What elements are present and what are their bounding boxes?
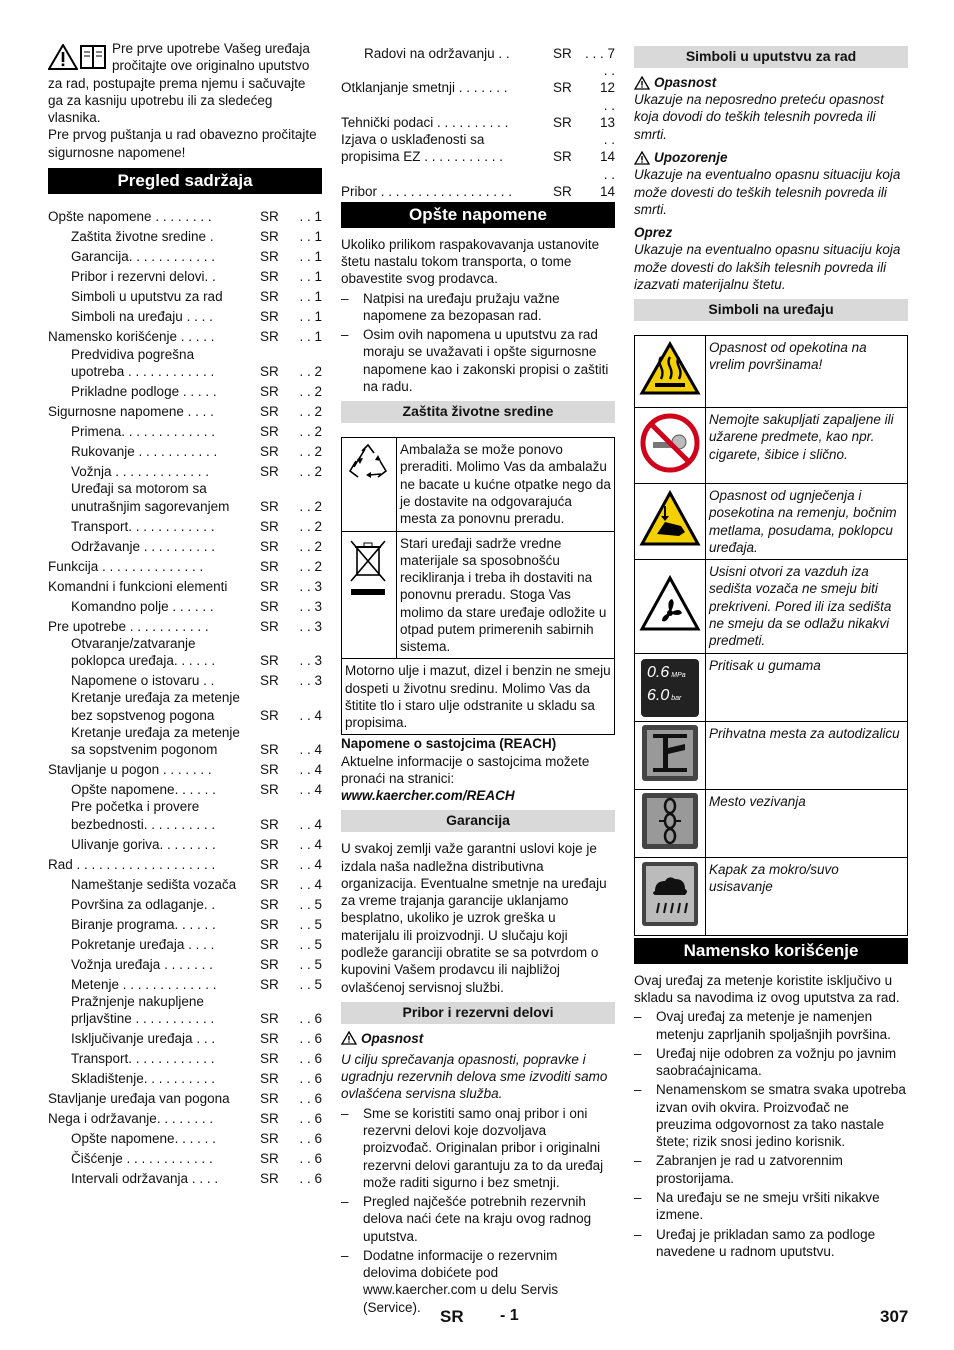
toc-entry[interactable] — [48, 724, 322, 759]
toc-entry-page: . . 1 — [299, 289, 322, 305]
reach-title: Napomene o sastojcima (REACH) — [341, 736, 557, 752]
toc-entry-title: Funkcija . . . . . . . . . . . . . . — [48, 558, 204, 574]
toc-entry-page: . . 2 — [299, 538, 322, 554]
toc-entry-page: . . 3 — [299, 618, 322, 634]
toc-entry-lang: SR — [260, 762, 279, 778]
toc-entry-lang: SR — [260, 598, 279, 614]
toc-entry[interactable] — [48, 1127, 322, 1147]
toc-entry-title: Skladištenje. . . . . . . . . . — [71, 1071, 216, 1087]
manual-book-icon — [80, 44, 106, 70]
toc-entry-page: . . 5 — [299, 936, 322, 952]
toc-entry-title: Komandno polje . . . . . . — [71, 598, 214, 614]
toc-entry-page: . . 2 — [299, 364, 322, 380]
toc-entry-page: . . 2 — [299, 558, 322, 574]
symbol-text: Pritisak u gumama — [706, 654, 908, 722]
toc-entry[interactable] — [48, 1067, 322, 1087]
toc-entry-title: Kretanje uređaja za metenje sa sopstvenim pogonom — [71, 724, 240, 758]
toc-entry-title: Pre početka i provere bezbednosti. . . . . . . . . . — [71, 799, 216, 832]
toc-entry-lang: SR — [260, 618, 279, 634]
environment-heading: Zaštita životne sredine — [341, 401, 615, 423]
toc-entry[interactable] — [48, 226, 322, 246]
tire-pressure-icon — [641, 659, 699, 717]
packaging-text: Ambalaža se može ponovo preraditi. Molimo Vas da ambalažu ne bacate u kućne otpatke nego da je dostavite na odgovarajuća mesta za ponovnu preradu. — [397, 438, 615, 531]
toc-entry[interactable] — [48, 798, 322, 833]
toc-entry[interactable] — [48, 420, 322, 440]
tire-pressure-mpa: 0.6 MPa — [647, 663, 686, 681]
reach-text: Aktuelne informacije o sastojcima možete pronaći na stranici: — [341, 753, 590, 786]
device-symbols-heading: Simboli na uređaju — [634, 299, 908, 321]
toc-entry-title: Simboli na uređaju . . . . — [71, 309, 213, 325]
caution-text: Ukazuje na eventualno opasnu situaciju koja može dovesti do lakših telesnih povreda ili izazvati materijalnu štetu. — [634, 242, 901, 292]
recycle-cell — [342, 438, 397, 531]
intended-use-bullet: – Nenamenskom se smatra svaka upotreba izvan ovih okvira. Proizvođač ne preuzima odgovornost za tako nastale štete; rizik snosi jedino korisnik. — [634, 1081, 908, 1150]
toc-entry-title: Izjava o usklađenosti sa propisima EZ . . . . . . . . . . . — [341, 132, 504, 165]
toc-entry-lang: SR — [260, 856, 279, 872]
toc-entry-title: Čišćenje . . . . . . . . . . . . — [71, 1151, 213, 1167]
toc-entry[interactable] — [48, 1167, 322, 1187]
toc-entry-title: Vožnja uređaja . . . . . . . — [71, 956, 213, 972]
toc-entry[interactable] — [48, 480, 322, 515]
accessories-danger-label: Opasnost — [341, 1030, 615, 1047]
jack-points-icon — [641, 724, 699, 782]
toc-entry-title: Metenje . . . . . . . . . . . . . — [71, 976, 217, 992]
hot-surface-warning-icon — [639, 341, 701, 397]
toc-entry-title: Biranje programa. . . . . . — [71, 916, 216, 932]
toc-entry-page: . . 1 — [299, 209, 322, 225]
warning-label: Upozorenje — [634, 149, 908, 166]
warning-text: Ukazuje na eventualno opasnu situaciju koja može dovesti do teških telesnih povreda ili smrti. — [634, 167, 901, 217]
toc-entry-lang: SR — [260, 1111, 279, 1127]
toc-entry-lang: SR — [553, 183, 572, 199]
tie-down-chain-icon — [641, 792, 699, 850]
tire-pressure-bar: 6.0 bar — [647, 686, 682, 704]
toc-entry-lang: SR — [260, 782, 279, 798]
toc-entry-lang: SR — [260, 896, 279, 912]
toc-entry-lang: SR — [260, 1051, 279, 1067]
toc-entry-page: . . 2 — [299, 424, 322, 440]
column-left — [48, 40, 322, 1187]
symbol-cell — [635, 560, 706, 654]
symbol-cell — [635, 484, 706, 560]
bin-cell — [342, 531, 397, 659]
toc-entry-lang: SR — [260, 309, 279, 325]
toc-entry[interactable] — [48, 380, 322, 400]
toc-entry[interactable] — [48, 833, 322, 853]
toc-entry[interactable] — [48, 1107, 322, 1127]
toc-entry-page: . . 2 — [299, 444, 322, 460]
toc-entry-lang: SR — [260, 1031, 279, 1047]
toc-entry-lang: SR — [260, 1131, 279, 1147]
intended-use-bullet: – Uređaj je prikladan samo za podloge navedene u radnom uputstvu. — [634, 1226, 908, 1261]
toc-entry-page: . . 6 — [299, 1131, 322, 1147]
warning-triangle-icon — [341, 1031, 357, 1045]
toc-entry-lang: SR — [260, 1171, 279, 1187]
toc-entry-page: . . 6 — [299, 1111, 322, 1127]
toc-entry-page: . . 4 — [299, 816, 322, 832]
toc-entry-title: Simboli u uputstvu za rad — [71, 289, 223, 305]
toc-entry[interactable] — [48, 1027, 322, 1047]
toc-entry-page: . . 4 — [299, 742, 322, 758]
toc-entry[interactable] — [48, 1047, 322, 1067]
toc-entry-lang: SR — [260, 498, 279, 514]
symbol-text: Opasnost od opekotina na vrelim površinama! — [706, 336, 908, 408]
symbol-text: Prihvatna mesta za autodizalicu — [706, 722, 908, 790]
toc-entry-title: Opšte napomene. . . . . . — [71, 782, 216, 798]
toc-entry-lang: SR — [260, 404, 279, 420]
intro-icons — [48, 44, 106, 70]
accessories-bullet: – Sme se koristiti samo onaj pribor i oni rezervni delovi koje dozvoljava proizvođač. Originalan pribor i originalni rezervni delovi garantuju za to da uređaj može raditi sigurno i bez smetnji. — [341, 1105, 615, 1191]
toc-entry-lang: SR — [260, 229, 279, 245]
toc-entry-lang: SR — [260, 816, 279, 832]
toc-entry-title: Otklanjanje smetnji . . . . . . . — [341, 80, 508, 96]
oil-text: Motorno ulje i mazut, dizel i benzin ne smeju dospeti u životnu sredinu. Molimo Vas da štitite tlo i staro ulje odstranite u skladu sa propisima. — [342, 659, 615, 735]
warning-triangle-icon — [634, 76, 650, 90]
recycle-icon — [345, 441, 391, 487]
toc-entry-title: Predvidiva pogrešna upotreba . . . . . . . . . . . . — [71, 346, 215, 380]
warranty-heading: Garancija — [341, 810, 615, 832]
toc-entry-lang: SR — [553, 80, 572, 96]
toc-entry-lang: SR — [260, 673, 279, 689]
toc-entry-title: Transport. . . . . . . . . . . . — [71, 518, 215, 534]
toc-entry-lang: SR — [260, 364, 279, 380]
toc-entry-title: Sigurnosne napomene . . . . — [48, 404, 214, 420]
reach-url[interactable]: www.kaercher.com/REACH — [341, 788, 515, 804]
toc-list-continued — [341, 42, 615, 200]
toc-entry-title: Nega i održavanje. . . . . . . . — [48, 1111, 214, 1127]
toc-entry-page: . . 1 — [299, 309, 322, 325]
toc-entry-title: Pribor i rezervni delovi. . — [71, 269, 216, 285]
toc-entry-lang: SR — [260, 424, 279, 440]
toc-entry-lang: SR — [260, 1151, 279, 1167]
toc-entry-page: . . 4 — [299, 707, 322, 723]
toc-entry-title: Zaštita životne sredine . — [71, 229, 214, 245]
toc-entry[interactable] — [48, 555, 322, 575]
toc-entry[interactable] — [48, 346, 322, 381]
toc-entry-page: . . 1 — [299, 269, 322, 285]
toc-entry-title: Transport. . . . . . . . . . . . — [71, 1051, 215, 1067]
crossed-bin-icon — [345, 535, 391, 601]
toc-entry-lang: SR — [553, 45, 572, 61]
general-heading: Opšte napomene — [341, 202, 615, 228]
symbol-cell — [635, 336, 706, 408]
toc-entry-title: Otvaranje/zatvaranje poklopca uređaja. . . . . . — [71, 635, 216, 669]
toc-entry-lang: SR — [260, 653, 279, 669]
toc-entry-title: Pražnjenje nakupljene prljavštine . . . . . . . . . . . — [71, 993, 215, 1027]
toc-entry[interactable] — [48, 595, 322, 615]
toc-entry[interactable] — [48, 973, 322, 993]
toc-entry[interactable] — [48, 266, 322, 286]
toc-entry[interactable] — [48, 993, 322, 1028]
toc-entry-title: Pre upotrebe . . . . . . . . . . . — [48, 618, 209, 634]
general-text: Ukoliko prilikom raspakovavanja ustanovite štetu nastalu tokom transporta, o tome obavestite svog prodavca. — [341, 236, 600, 287]
no-ignition-sources-icon — [639, 412, 701, 474]
intro-note — [48, 40, 322, 168]
intro-text-2: Pre prvog puštanja u rad obavezno pročitajte sigurnosne napomene! — [48, 127, 317, 160]
toc-entry-lang: SR — [260, 836, 279, 852]
symbol-text: Nemojte sakupljati zapaljene ili užarene predmete, kao npr. cigarete, šibice i slično. — [706, 408, 908, 484]
toc-entry[interactable] — [48, 758, 322, 778]
toc-entry[interactable] — [48, 778, 322, 798]
intro-text: Pre prve upotrebe Vašeg uređaja pročitajte ove originalno uputstvo za rad, postupajte prema njemu i sačuvajte ga za kasniju upotrebu ili za sledećeg vlasnika. — [48, 41, 310, 126]
toc-entry-page: . . 14 — [599, 166, 615, 199]
toc-list — [48, 206, 322, 1188]
intended-use-bullet: – Na uređaju se ne smeju vršiti nikakve izmene. — [634, 1189, 908, 1224]
toc-entry-lang: SR — [553, 114, 572, 130]
symbol-text: Mesto vezivanja — [706, 790, 908, 858]
toc-entry-title: Pribor . . . . . . . . . . . . . . . . . . — [341, 183, 513, 199]
toc-entry-lang: SR — [260, 518, 279, 534]
toc-entry-page: . . 4 — [299, 836, 322, 852]
toc-entry[interactable] — [48, 669, 322, 689]
general-bullet: – Natpisi na uređaju pružaju važne napomene za bezopasan rad. — [341, 290, 615, 325]
toc-entry-page: . . 6 — [299, 1051, 322, 1067]
toc-entry[interactable] — [341, 42, 615, 62]
toc-entry-lang: SR — [260, 707, 279, 723]
toc-entry-title: Tehnički podaci . . . . . . . . . . — [341, 114, 509, 130]
toc-entry-title: Opšte napomene. . . . . . — [71, 1131, 216, 1147]
toc-entry-title: Napomene o istovaru . . — [71, 673, 215, 689]
toc-entry-lang: SR — [260, 742, 279, 758]
toc-entry-page: . . 6 — [299, 1031, 322, 1047]
footer-page: - 1 — [500, 1307, 519, 1324]
toc-entry[interactable] — [48, 953, 322, 973]
toc-entry-title: Garancija. . . . . . . . . . . . — [71, 249, 216, 265]
toc-entry-page: . . 1 — [299, 329, 322, 345]
warranty-text: U svakoj zemlji važe garantni uslovi koje je izdala naša nadležna distributivna organizacija. Eventualne smetnje na uređaju za vreme trajanja garancije uklanjamo besplatno, ukoliko je uzrok greška u materijalu ili proizvodnji. U slučaju koji podleže garanciji obratite se sa potvrdom o kupovini Vašem prodavcu ili najbližoj ovlašćenoj servisnoj službi. — [341, 841, 607, 995]
toc-entry[interactable] — [48, 400, 322, 420]
toc-entry-page: . . 4 — [299, 762, 322, 778]
toc-entry-lang: SR — [260, 1071, 279, 1087]
toc-entry-page: . . 14 — [599, 132, 615, 165]
toc-entry-lang: SR — [260, 1091, 279, 1107]
toc-entry-title: Stavljanje u pogon . . . . . . . — [48, 762, 212, 778]
accessories-bullet: – Dodatne informacije o rezervnim delovima dobićete pod www.kaercher.com u delu Servis (Service). — [341, 1247, 615, 1316]
toc-entry-page: . . 5 — [299, 916, 322, 932]
toc-entry-title: Održavanje . . . . . . . . . . — [71, 538, 216, 554]
toc-entry-title: Kretanje uređaja za metenje bez sopstvenog pogona — [71, 690, 240, 723]
toc-entry[interactable] — [48, 853, 322, 873]
caution-label: Oprez — [634, 225, 673, 241]
toc-entry[interactable] — [48, 933, 322, 953]
toc-entry-lang: SR — [260, 876, 279, 892]
toc-entry-title: Namensko korišćenje . . . . . — [48, 329, 215, 345]
toc-entry-page: . . 6 — [299, 1091, 322, 1107]
toc-entry-page: . . 6 — [299, 1171, 322, 1187]
toc-entry-lang: SR — [260, 578, 279, 594]
toc-entry-lang: SR — [260, 289, 279, 305]
toc-entry-lang: SR — [260, 538, 279, 554]
toc-entry[interactable] — [48, 1087, 322, 1107]
column-middle — [341, 42, 615, 1318]
toc-entry-page: . . 4 — [299, 876, 322, 892]
toc-entry-page: . . 2 — [299, 518, 322, 534]
accessories-danger-text: U cilju sprečavanja opasnosti, popravke i ugradnju rezervnih delova sme izvoditi samo ovlašćena servisna služba. — [341, 1051, 608, 1102]
symbol-cell — [635, 654, 706, 722]
toc-entry-lang: SR — [260, 464, 279, 480]
toc-entry-lang: SR — [260, 956, 279, 972]
toc-entry[interactable] — [341, 131, 615, 166]
toc-entry-page: . . 1 — [299, 229, 322, 245]
toc-entry-title: Prikladne podloge . . . . . — [71, 384, 217, 400]
toc-entry-title: Isključivanje uređaja . . . — [71, 1031, 216, 1047]
toc-entry[interactable] — [48, 913, 322, 933]
toc-entry-lang: SR — [260, 936, 279, 952]
toc-entry-page: . . 3 — [299, 598, 322, 614]
toc-entry[interactable] — [48, 306, 322, 326]
toc-entry-page: . . 2 — [299, 498, 322, 514]
toc-entry-page: . . 3 — [299, 653, 322, 669]
old-devices-text: Stari uređaji sadrže vredne materijale sa sposobnošću recikliranja i treba ih dostaviti na ponovnu preradu. Stoga Vas molimo da stare uređaje odložite u otpad putem primerenih sabirnih sistema. — [397, 531, 615, 659]
toc-entry-title: Pokretanje uređaja . . . . — [71, 936, 215, 952]
intended-use-bullet: – Ovaj uređaj za metenje je namenjen metenju zaprljanih spoljašnjih površina. — [634, 1008, 908, 1043]
toc-entry-lang: SR — [260, 1011, 279, 1027]
intended-use-bullet: – Zabranjen je rad u zatvorennim prostorijama. — [634, 1152, 908, 1187]
toc-entry[interactable] — [48, 635, 322, 670]
device-symbols-table — [634, 335, 908, 936]
toc-entry-page: . . 2 — [299, 384, 322, 400]
symbol-text: Opasnost od ugnječenja i posekotina na remenju, bočnim metlama, posudama, poklopcu uređaja. — [706, 484, 908, 560]
hand-crush-warning-icon — [639, 490, 701, 548]
environment-table — [341, 437, 615, 735]
toc-entry-page: . . 12 — [599, 63, 615, 96]
warning-triangle-icon — [48, 44, 78, 70]
toc-entry[interactable] — [48, 286, 322, 306]
toc-entry-page: . . 3 — [299, 673, 322, 689]
toc-entry-lang: SR — [260, 384, 279, 400]
toc-entry[interactable] — [48, 440, 322, 460]
toc-entry[interactable] — [48, 515, 322, 535]
toc-entry-title: Radovi na održavanju . . — [364, 45, 510, 61]
symbol-cell — [635, 722, 706, 790]
toc-entry-lang: SR — [260, 249, 279, 265]
intended-use-text: Ovaj uređaj za metenje koristite isključivo u skladu sa navodima iz ovog uputstva za rad. — [634, 972, 900, 1006]
toc-entry[interactable] — [48, 873, 322, 893]
toc-entry-title: Komandni i funkcioni elementi — [48, 578, 228, 594]
toc-entry-title: Vožnja . . . . . . . . . . . . . — [71, 464, 210, 480]
danger-label: Opasnost — [634, 74, 908, 91]
symbol-text: Usisni otvori za vazduh iza sedišta vozača ne smeju biti prekriveni. Pored ili iza sedišta ne smeju da se odlažu nikakvi predmeti. — [706, 560, 908, 654]
manual-symbols-heading: Simboli u uputstvu za rad — [634, 46, 908, 68]
toc-entry-page: . . 5 — [299, 976, 322, 992]
general-bullet: – Osim ovih napomena u uputstvu za rad moraju se uvažavati i opšte sigurnosne napomene kao i zakonski propisi o zaštiti na radu. — [341, 326, 615, 395]
toc-entry[interactable] — [48, 1147, 322, 1167]
toc-entry-title: Intervali održavanja . . . . — [71, 1171, 219, 1187]
toc-entry-title: Primena. . . . . . . . . . . . . — [71, 424, 216, 440]
toc-heading: Pregled sadržaja — [48, 168, 322, 194]
toc-entry[interactable] — [48, 206, 322, 226]
accessories-bullet: – Pregled najčešće potrebnih rezervnih delova naći ćete na kraju ovog radnog uputstva. — [341, 1193, 615, 1245]
wet-vacuum-flap-icon — [641, 861, 699, 927]
toc-entry[interactable] — [48, 689, 322, 724]
toc-entry[interactable] — [48, 246, 322, 266]
toc-entry[interactable] — [341, 97, 615, 132]
footer-page-number: 307 — [880, 1307, 909, 1326]
toc-entry-page: . . 1 — [299, 249, 322, 265]
column-right — [634, 46, 908, 1262]
toc-entry-lang: SR — [260, 976, 279, 992]
toc-entry-title: Površina za odlaganje. . — [71, 896, 216, 912]
toc-entry-page: . . 3 — [299, 578, 322, 594]
accessories-heading: Pribor i rezervni delovi — [341, 1002, 615, 1024]
toc-entry-page: . . . 7 — [585, 45, 616, 61]
toc-entry-page: . . 6 — [299, 1151, 322, 1167]
toc-entry[interactable] — [48, 893, 322, 913]
toc-entry-lang: SR — [260, 916, 279, 932]
danger-text: Ukazuje na neposredno preteću opasnost koja dovodi do teških telesnih povreda ili smrti. — [634, 92, 884, 142]
toc-entry[interactable] — [341, 62, 615, 97]
symbol-cell — [635, 858, 706, 936]
intended-use-bullet: – Uređaj nije odobren za vožnju po javnim saobraćajnicama. — [634, 1045, 908, 1080]
toc-entry-title: Opšte napomene . . . . . . . . — [48, 209, 212, 225]
toc-entry[interactable] — [48, 615, 322, 635]
toc-entry-page: . . 5 — [299, 896, 322, 912]
toc-entry-page: . . 4 — [299, 856, 322, 872]
toc-entry[interactable] — [341, 166, 615, 201]
toc-entry-title: Rad . . . . . . . . . . . . . . . . . . . — [48, 856, 216, 872]
toc-entry-lang: SR — [260, 209, 279, 225]
toc-entry[interactable] — [48, 460, 322, 480]
toc-entry-title: Rukovanje . . . . . . . . . . . — [71, 444, 218, 460]
toc-entry-page: . . 5 — [299, 956, 322, 972]
toc-entry-title: Uređaji sa motorom sa unutrašnjim sagorevanjem — [71, 481, 230, 514]
toc-entry-page: . . 6 — [299, 1011, 322, 1027]
symbol-cell — [635, 408, 706, 484]
warning-triangle-icon — [634, 151, 650, 165]
footer-lang: SR — [440, 1307, 464, 1326]
toc-entry-title: Stavljanje uređaja van pogona — [48, 1091, 230, 1107]
toc-entry[interactable] — [48, 575, 322, 595]
toc-entry-lang: SR — [260, 329, 279, 345]
toc-entry-lang: SR — [553, 149, 572, 165]
symbol-cell — [635, 790, 706, 858]
toc-entry[interactable] — [48, 326, 322, 346]
toc-entry-page: . . 6 — [299, 1071, 322, 1087]
toc-entry-title: Ulivanje goriva. . . . . . . . — [71, 836, 216, 852]
intended-use-heading: Namensko korišćenje — [634, 938, 908, 964]
toc-entry-page: . . 2 — [299, 404, 322, 420]
symbol-text: Kapak za mokro/suvo usisavanje — [706, 858, 908, 936]
toc-entry-page: . . 4 — [299, 782, 322, 798]
toc-entry[interactable] — [48, 535, 322, 555]
toc-entry-lang: SR — [260, 269, 279, 285]
toc-entry-page: . . 13 — [599, 97, 615, 130]
fan-warning-icon — [639, 575, 701, 633]
toc-entry-title: Nameštanje sedišta vozača — [71, 876, 237, 892]
toc-entry-page: . . 2 — [299, 464, 322, 480]
toc-entry-lang: SR — [260, 444, 279, 460]
toc-entry-lang: SR — [260, 558, 279, 574]
